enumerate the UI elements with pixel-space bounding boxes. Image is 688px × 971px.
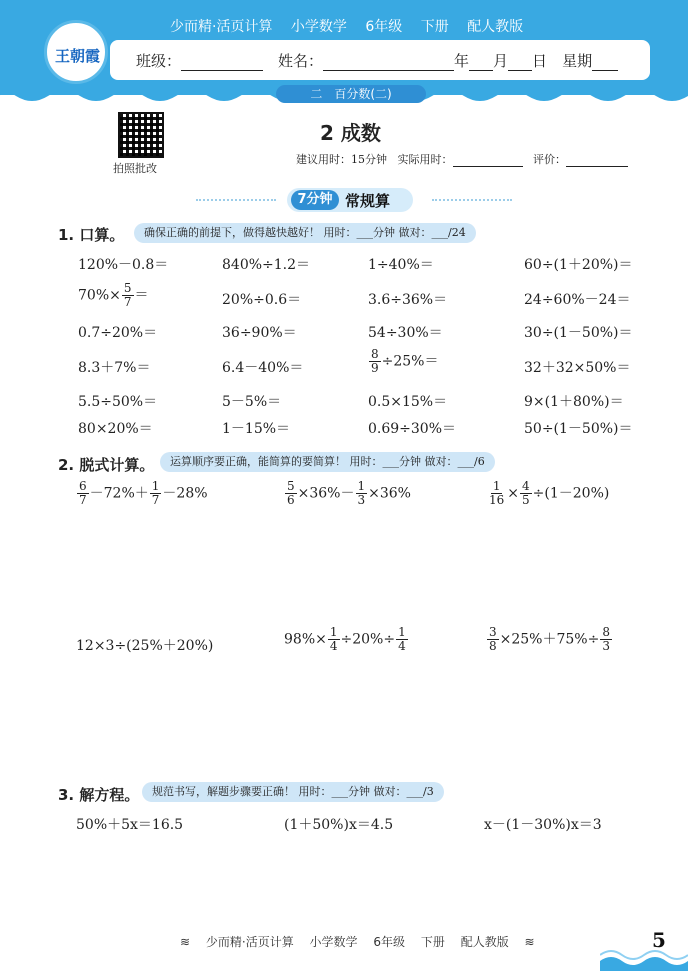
equation: 50%＋5x＝16.5 bbox=[76, 817, 184, 833]
stepwise-problem: $\frac{5}{6}$ ×36%－ $\frac{1}{3}$ ×36% bbox=[287, 479, 411, 507]
footer-term: 下册 bbox=[420, 935, 445, 949]
oral-problem: 8.3＋7%＝ bbox=[78, 360, 151, 376]
timing-line bbox=[296, 151, 628, 167]
day-field[interactable] bbox=[508, 55, 532, 71]
suggested-time: 建议用时：15分钟 bbox=[296, 153, 387, 166]
footer-grade: 6年级 bbox=[373, 935, 406, 949]
oral-problem: 0.69÷30%＝ bbox=[368, 421, 457, 437]
stepwise-problem: 12×3÷(25%＋20%) bbox=[76, 638, 214, 654]
logo-text: 王朝霞 bbox=[55, 47, 101, 65]
page-footer bbox=[180, 933, 547, 950]
equation: (1＋50%)x＝4.5 bbox=[284, 817, 394, 833]
footer-wave-left: ≋ bbox=[180, 935, 191, 949]
footer-wave bbox=[600, 945, 688, 971]
fraction: $\frac{8}{9}$ bbox=[371, 347, 379, 375]
month-field[interactable] bbox=[469, 55, 493, 71]
evaluation-label: 评价： bbox=[533, 153, 566, 166]
name-field[interactable] bbox=[323, 55, 429, 71]
year-field[interactable] bbox=[420, 55, 454, 71]
banner-minutes: 7分钟 bbox=[291, 190, 339, 210]
footer-subject: 小学数学 bbox=[309, 935, 358, 949]
actual-time-field[interactable] bbox=[453, 151, 523, 167]
time-banner bbox=[287, 188, 413, 212]
oral-problem: $\frac{8}{9}$ ÷25%＝ bbox=[371, 347, 439, 375]
footer-wave-right: ≋ bbox=[524, 935, 535, 949]
oral-problem: 50÷(1－50%)＝ bbox=[524, 421, 633, 437]
oral-problem: 36÷90%＝ bbox=[222, 325, 297, 341]
oral-problem: 1－15%＝ bbox=[222, 421, 291, 437]
unit-tag: 二 百分数(二) bbox=[276, 85, 426, 103]
footer-series: 少而精·活页计算 bbox=[205, 935, 294, 949]
actual-time-label: 实际用时： bbox=[397, 153, 453, 166]
header-subject: 小学数学 bbox=[290, 19, 347, 35]
name-label: 姓名： bbox=[278, 50, 429, 71]
oral-problem: 24÷60%－24＝ bbox=[524, 292, 631, 308]
oral-problem: 9×(1＋80%)＝ bbox=[524, 394, 624, 410]
footer-edition: 配人教版 bbox=[460, 935, 509, 949]
section3-tip: 规范书写，解题步骤要正确！ 用时：___分钟 做对：___/3 bbox=[142, 782, 444, 802]
oral-problem: 20%÷0.6＝ bbox=[222, 292, 302, 308]
oral-problem: 840%÷1.2＝ bbox=[222, 257, 311, 273]
header-series-line bbox=[170, 16, 537, 36]
section2-title: 2. 脱式计算。 bbox=[58, 456, 155, 474]
section1-title: 1. 口算。 bbox=[58, 226, 125, 244]
page-number: 5 bbox=[652, 928, 666, 952]
weekday-field[interactable] bbox=[592, 55, 618, 71]
date-fields: 年 月 日 星期 bbox=[420, 50, 618, 71]
stepwise-problem: $\frac{6}{7}$ －72%＋ $\frac{1}{7}$ －28% bbox=[79, 479, 208, 507]
oral-problem: 120%－0.8＝ bbox=[78, 257, 169, 273]
equation: x－(1－30%)x＝3 bbox=[484, 817, 602, 833]
oral-problem: 3.6÷36%＝ bbox=[368, 292, 448, 308]
fraction: $\frac{5}{7}$ bbox=[123, 281, 132, 309]
oral-problem: 1÷40%＝ bbox=[368, 257, 434, 273]
header-grade: 6年级 bbox=[365, 19, 403, 35]
oral-problem: 32＋32×50%＝ bbox=[524, 360, 631, 376]
banner-label: 常规算 bbox=[345, 192, 391, 210]
evaluation-field[interactable] bbox=[566, 151, 628, 167]
header-series: 少而精·活页计算 bbox=[170, 19, 273, 35]
section3-title: 3. 解方程。 bbox=[58, 786, 140, 804]
stepwise-problem: $\frac{1}{16}$ × $\frac{4}{5}$ ÷(1－20%) bbox=[489, 479, 610, 507]
oral-problem: 70%× $\frac{5}{7}$ ＝ bbox=[78, 281, 149, 309]
qr-code[interactable] bbox=[118, 112, 164, 158]
banner-deco-right bbox=[432, 199, 512, 201]
oral-problem: 0.5×15%＝ bbox=[368, 394, 448, 410]
oral-problem: 80×20%＝ bbox=[78, 421, 153, 437]
student-info-box bbox=[110, 40, 650, 80]
section1-tip: 确保正确的前提下，做得越快越好！ 用时：___分钟 做对：___/24 bbox=[134, 223, 476, 243]
stepwise-problem: $\frac{3}{8}$ ×25%＋75%÷ $\frac{8}{3}$ bbox=[489, 625, 610, 653]
stepwise-problem: 98%× $\frac{1}{4}$ ÷20%÷ $\frac{1}{4}$ bbox=[284, 625, 406, 653]
oral-problem: 5.5÷50%＝ bbox=[78, 394, 158, 410]
section2-tip: 运算顺序要正确，能简算的要简算！ 用时：___分钟 做对：___/6 bbox=[160, 452, 495, 472]
qr-label: 拍照批改 bbox=[113, 162, 157, 175]
class-field[interactable] bbox=[181, 55, 263, 71]
oral-problem: 54÷30%＝ bbox=[368, 325, 443, 341]
brand-logo bbox=[44, 20, 108, 84]
lesson-title: 2 成数 bbox=[320, 121, 381, 145]
oral-problem: 30÷(1－50%)＝ bbox=[524, 325, 633, 341]
header-term: 下册 bbox=[420, 19, 449, 35]
class-label: 班级： bbox=[136, 50, 263, 71]
oral-problem: 0.7÷20%＝ bbox=[78, 325, 158, 341]
oral-problem: 60÷(1＋20%)＝ bbox=[524, 257, 633, 273]
header-edition: 配人教版 bbox=[467, 19, 524, 35]
oral-problem: 6.4－40%＝ bbox=[222, 360, 304, 376]
oral-problem: 5－5%＝ bbox=[222, 394, 282, 410]
banner-deco-left bbox=[196, 199, 276, 201]
